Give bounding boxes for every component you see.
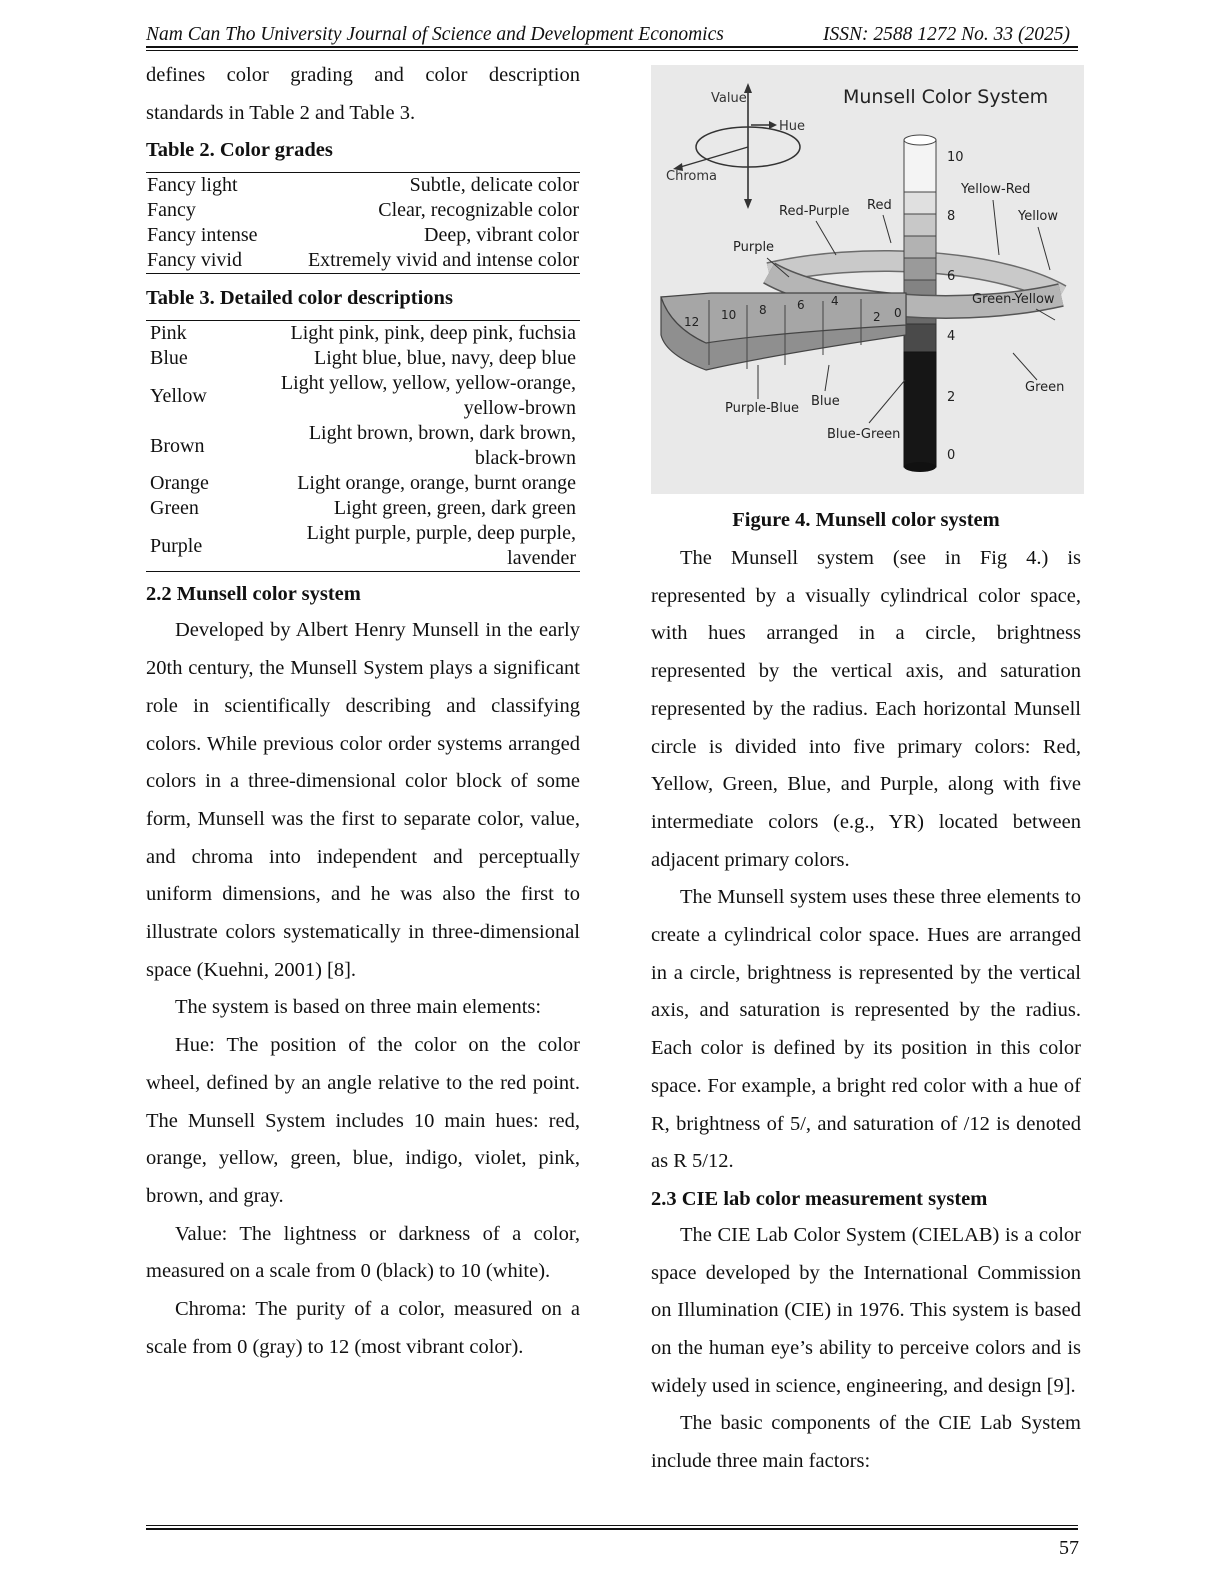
value-segment-3 (904, 324, 936, 352)
grade-name: Fancy (147, 199, 196, 222)
color-grades-table (146, 172, 580, 274)
value-tick: 2 (947, 390, 956, 405)
cylinder-bottom (904, 462, 936, 472)
hue-label-green-yellow: Green-Yellow (972, 292, 1055, 307)
color-name: Brown (150, 434, 205, 457)
hue-label-yellow: Yellow (1018, 209, 1059, 224)
figure-caption: Figure 4. Munsell color system (732, 509, 1000, 531)
value-segment-dark (904, 352, 936, 467)
footer-rule (146, 1528, 1078, 1530)
value-tick: 0 (947, 448, 956, 463)
table-row (146, 421, 580, 471)
leader-line (883, 215, 891, 243)
leader-line (816, 221, 836, 255)
grade-description: Extremely vivid and intense color (307, 249, 579, 272)
right-column (651, 57, 1081, 1481)
value-tick: 5 (947, 299, 956, 314)
section-heading-2-2: 2.2 Munsell color system (146, 583, 361, 606)
value-tick: 6 (947, 269, 956, 284)
header-rule-thin (146, 50, 1078, 51)
color-name: Purple (150, 534, 203, 557)
hue-label-purple: Purple (733, 240, 775, 255)
color-name: Pink (150, 322, 187, 345)
value-segment-9 (904, 192, 936, 214)
running-header (146, 20, 1078, 46)
grade-name: Fancy intense (147, 224, 258, 247)
color-description: Light orange, orange, burnt orange (297, 472, 576, 495)
page-number: 57 (1059, 1537, 1079, 1559)
value-segment-10 (904, 140, 936, 192)
table-row (146, 496, 580, 521)
value-axis-label: Value (711, 91, 747, 106)
chroma-tick: 4 (831, 294, 839, 308)
intro-line-2: standards in Table 2 and Table 3. (146, 101, 416, 124)
table-row (146, 248, 580, 274)
chroma-tick: 0 (894, 306, 902, 320)
table2-title: Table 2. Color grades (146, 139, 333, 162)
color-name: Orange (150, 472, 209, 495)
color-description: Light pink, pink, deep pink, fuchsia (290, 322, 576, 345)
value-segment-8 (904, 214, 936, 236)
color-description: Light brown, brown, dark brown, black-brown (308, 422, 576, 470)
color-description: Light green, green, dark green (333, 497, 576, 520)
paragraph-developed: Developed by Albert Henry Munsell in the early 20th century, the Munsell System plays a significant role in scientifically describing and classifying colors. While previous color order systems arranged colors in a three-dimensional color block of some form, Munsell was the first to separate color, value, and chroma into independent and perceptually uniform dimensions, and he was also the first to illustrate colors systematically in three-dimensional space (Kuehni, 2001) [8]. (146, 619, 580, 981)
grade-name: Fancy light (147, 174, 238, 197)
chroma-tick: 10 (721, 308, 737, 322)
value-arrow-down-icon (744, 199, 752, 209)
value-tick: 10 (947, 150, 964, 165)
color-description: Light blue, blue, navy, deep blue (314, 347, 576, 370)
paragraph-chroma: Chroma: The purity of a color, measured on a scale from 0 (gray) to 12 (most vibrant color). (146, 1298, 580, 1358)
paragraph-value: Value: The lightness or darkness of a color, measured on a scale from 0 (black) to 10 (white). (146, 1222, 580, 1283)
header-rule (146, 46, 1078, 48)
munsell-diagram (651, 65, 1084, 494)
table-row (146, 173, 580, 199)
paragraph-cie: The CIE Lab Color System (CIELAB) is a color space developed by the International Commission on Illumination (CIE) in 1976. This system is based on the human eye’s ability to perceive colors and is widely used in science, engineering, and design [9]. (651, 1223, 1081, 1397)
leader-line (1013, 353, 1037, 380)
color-description: Light yellow, yellow, yellow-orange, yellow-brown (280, 372, 576, 420)
munsell-figure (651, 65, 1084, 494)
hue-label-blue-green: Blue-Green (827, 427, 901, 442)
issn-issue: ISSN: 2588 1272 No. 33 (2025) (823, 24, 1070, 45)
color-descriptions-table (146, 320, 580, 572)
hue-label-blue: Blue (811, 394, 840, 409)
chroma-legend-line (677, 147, 748, 168)
chroma-tick: 6 (797, 298, 805, 312)
grade-description: Subtle, delicate color (409, 174, 579, 197)
intro-line-1: defines color grading and color description (146, 64, 580, 86)
hue-arrow-icon (769, 121, 777, 129)
paragraph-system: The system is based on three main elements: (175, 996, 542, 1019)
value-segment-6 (904, 258, 936, 280)
chroma-axis-label: Chroma (666, 169, 717, 184)
grade-description: Clear, recognizable color (378, 199, 579, 222)
hue-label-purple-blue: Purple-Blue (725, 401, 800, 416)
table-row (146, 198, 580, 223)
paragraph-hue: Hue: The position of the color on the color wheel, defined by an angle relative to the red point. The Munsell System includes 10 main hues: red, orange, yellow, green, blue, indigo, violet, pink, brown, and gray. (146, 1034, 580, 1207)
hue-label-yellow-red: Yellow-Red (961, 182, 1031, 197)
leader-line (825, 365, 829, 391)
table-row (146, 321, 580, 347)
cylinder-top (904, 135, 936, 145)
grade-description: Deep, vibrant color (424, 224, 579, 247)
table-row (146, 346, 580, 371)
chroma-tick: 12 (684, 315, 700, 329)
color-description: Light purple, purple, deep purple, lavender (306, 522, 576, 570)
hue-axis-label: Hue (779, 119, 806, 134)
journal-name: Nam Can Tho University Journal of Science and Development Economics (146, 24, 724, 45)
leader-line (993, 200, 999, 255)
hue-label-red: Red (867, 198, 892, 213)
table3-title: Table 3. Detailed color descriptions (146, 287, 453, 310)
left-column (146, 57, 580, 1366)
chroma-tick: 2 (873, 310, 881, 324)
figure-title: Munsell Color System (843, 86, 1049, 108)
color-name: Green (150, 497, 199, 520)
footer-rule-thin (146, 1525, 1078, 1526)
table-row (146, 521, 580, 572)
value-tick: 4 (947, 329, 956, 344)
paragraph-basic: The basic components of the CIE Lab System include three main factors: (651, 1412, 1081, 1473)
color-name: Blue (150, 347, 188, 370)
value-tick: 8 (947, 209, 956, 224)
grade-name: Fancy vivid (147, 249, 242, 272)
table-row (146, 371, 580, 421)
leader-line (1036, 309, 1055, 320)
leader-line (1038, 227, 1050, 270)
table-row (146, 223, 580, 248)
leader-line (869, 380, 905, 423)
paragraph-elements: The Munsell system uses these three elements to create a cylindrical color space. Hues are arranged in a circle, brightness is represented by the vertical axis, and saturation is represented by the radius. Each color is defined by its position in this color space. For example, a bright red color with a hue of R, brightness of 5/, and saturation of /12 is denoted as R 5/12. (651, 886, 1081, 1173)
color-name: Yellow (150, 384, 207, 407)
chroma-tick: 8 (759, 303, 767, 317)
hue-label-green: Green (1025, 380, 1065, 395)
paragraph-munsell: The Munsell system (see in Fig 4.) is represented by a visually cylindrical color space, with hues arranged in a circle, brightness represented by the vertical axis, and saturation represented by the radius. Each horizontal Munsell circle is divided into five primary colors: Red, Yellow, Green, Blue, and Purple, along with five intermediate colors (e.g., YR) located between adjacent primary colors. (651, 547, 1081, 871)
hue-label-red-purple: Red-Purple (779, 204, 850, 219)
value-segment-7 (904, 236, 936, 258)
table-row (146, 471, 580, 496)
section-heading-2-3: 2.3 CIE lab color measurement system (651, 1187, 988, 1210)
